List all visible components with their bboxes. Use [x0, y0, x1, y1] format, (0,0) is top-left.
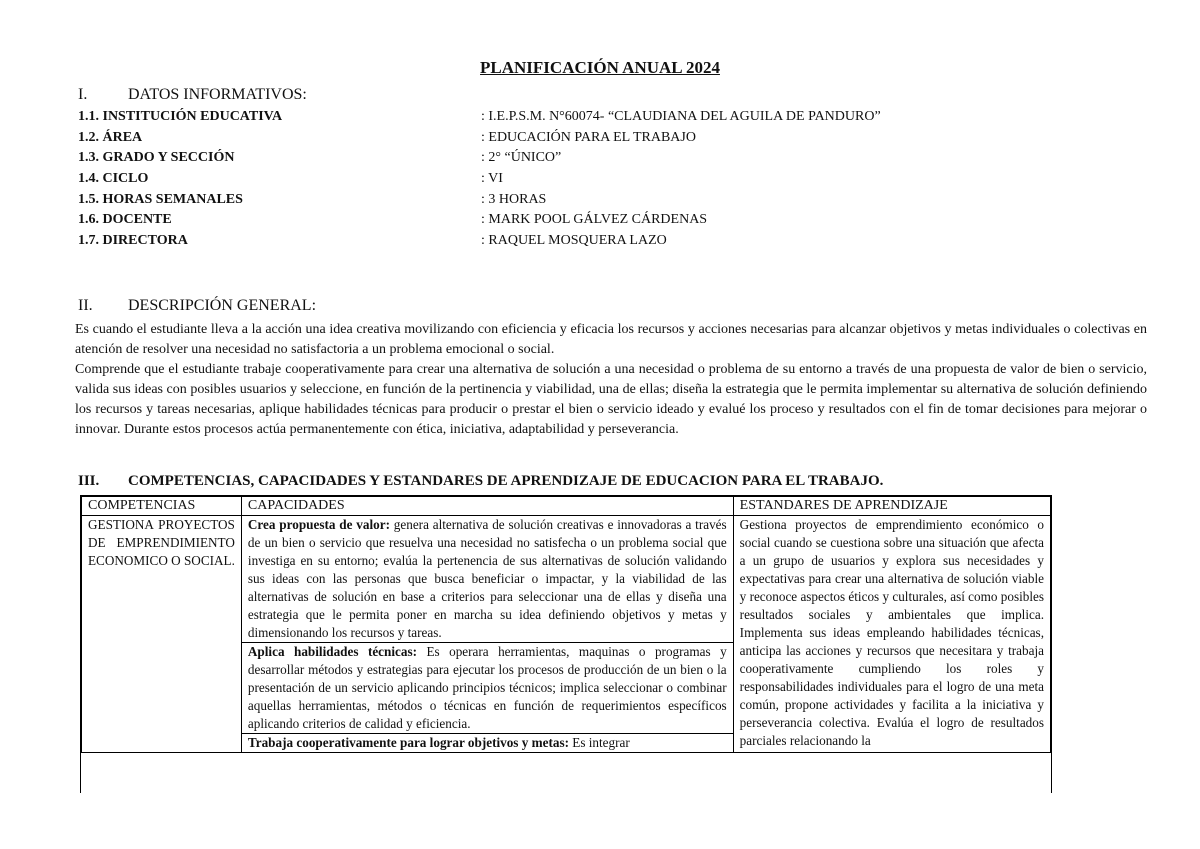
info-value: : 2° “ÚNICO” — [481, 150, 562, 165]
capacidad-text: Es operara herramientas, maquinas o programas y desarrollar métodos y estrategias para ejecutar los procesos de producción de un bien o la presentación de un servicio aplicando principios técnicos; implica seleccionar o combinar aquellas herramientas, métodos o técnicas en función de requerimientos específicos aplicando criterios de calidad y eficiencia. — [247, 644, 727, 731]
capacidad-cell — [241, 643, 733, 734]
info-value: : MARK POOL GÁLVEZ CÁRDENAS — [481, 212, 708, 227]
info-value: : VI — [481, 171, 503, 186]
general-description — [75, 320, 1147, 440]
info-label: 1.7. DIRECTORA — [78, 233, 188, 248]
capacidad-text: genera alternativa de solución creativas e innovadoras a través de un bien o servicio que resuelva una necesidad no satisfecha o un problema social que investiga en su entorno; evalúa la pertenencia de sus alternativas de solución validando sus ideas con las personas que busca beneficiar o impactar, y la viabilidad de las alternativas de solución en base a criterios para seleccionar una de ellas y diseña una estrategia que le permita poner en marcha su idea definiendo objetivos y metas y dimensionando los recursos y tareas. — [247, 517, 727, 640]
section-3-title: COMPETENCIAS, CAPACIDADES Y ESTANDARES DE APRENDIZAJE DE EDUCACION PARA EL TRABAJO. — [128, 473, 884, 489]
info-label: 1.1. INSTITUCIÓN EDUCATIVA — [78, 109, 283, 124]
section-2-title: DESCRIPCIÓN GENERAL: — [128, 297, 317, 314]
info-label: 1.6. DOCENTE — [78, 212, 172, 227]
info-label: 1.3. GRADO Y SECCIÓN — [78, 150, 235, 165]
section-3-number: III. — [78, 473, 100, 489]
capacidad-cell — [241, 734, 733, 753]
capacidad-cell — [241, 516, 733, 643]
description-paragraph: Es cuando el estudiante lleva a la acción una idea creativa movilizando con eficiencia y eficacia los recursos y acciones necesarias para alcanzar objetivos y metas individuales o colectivas en atención de resolver una necesidad no satisfactoria a un problema emocional o social. — [75, 322, 1147, 357]
table-header-row — [82, 497, 1051, 516]
table-row — [82, 516, 1051, 643]
info-value: : EDUCACIÓN PARA EL TRABAJO — [481, 130, 696, 145]
section-2-number: II. — [78, 297, 93, 314]
section-2-heading — [78, 297, 316, 315]
capacidad-title: Crea propuesta de valor: — [247, 517, 390, 532]
info-value: : I.E.P.S.M. N°60074- “CLAUDIANA DEL AGUILA DE PANDURO” — [481, 109, 881, 124]
competencia-cell: GESTIONA PROYECTOS DE EMPRENDIMIENTO ECONOMICO O SOCIAL. — [82, 516, 242, 753]
section-1-title: DATOS INFORMATIVOS: — [128, 86, 307, 103]
capacidad-text: Es integrar — [568, 735, 630, 750]
info-label: 1.4. CICLO — [78, 171, 149, 186]
header-competencias: COMPETENCIAS — [82, 497, 242, 516]
description-paragraph: Comprende que el estudiante trabaje cooperativamente para crear una alternativa de solución a una necesidad o problema de su entorno a través de una propuesta de valor de bien o servicio, valida sus ideas con posibles usuarios y seleccione, en función de la pertinencia y viabilidad, una de ellas; diseña la estrategia que le permita implementar su alternativa de solución definiendo los recursos y tareas necesarias, aplique habilidades técnicas para producir o prestar el bien o servicio ideado y evalué los proceso y resultados con el fin de tomar decisiones para mejorar o innovar. Durante estos procesos actúa permanentemente con ética, iniciativa, adaptabilidad y perseverancia. — [75, 362, 1147, 437]
info-value: : 3 HORAS — [481, 192, 547, 207]
info-value: : RAQUEL MOSQUERA LAZO — [481, 233, 667, 248]
section-1-number: I. — [78, 86, 88, 103]
section-3-heading — [78, 473, 883, 490]
capacidad-title: Aplica habilidades técnicas: — [247, 644, 418, 659]
competencies-table — [80, 495, 1052, 793]
header-capacidades: CAPACIDADES — [241, 497, 733, 516]
capacidad-title: Trabaja cooperativamente para lograr objetivos y metas: — [247, 735, 569, 750]
section-1-heading — [78, 86, 307, 104]
page-title: PLANIFICACIÓN ANUAL 2024 — [480, 58, 720, 77]
info-label: 1.2. ÁREA — [78, 130, 143, 145]
estandar-cell: Gestiona proyectos de emprendimiento económico o social cuando se cuestiona sobre una situación que afecta a un grupo de usuarios y explora sus necesidades y expectativas para crear una alternativa de solución viable y reconoce aspectos éticos y culturales, así como posibles resultados sociales y ambientales que implica. Implementa sus ideas empleando habilidades técnicas, anticipa las acciones y recursos que necesitara y trabaja cooperativamente cumpliendo los roles y responsabilidades individuales para el logro de una meta común, propone actividades y facilita a la iniciativa y perseverancia colectiva. Evalúa el logro de resultados parciales relacionando la — [733, 516, 1050, 753]
header-estandares: ESTANDARES DE APRENDIZAJE — [733, 497, 1050, 516]
info-label: 1.5. HORAS SEMANALES — [78, 192, 243, 207]
